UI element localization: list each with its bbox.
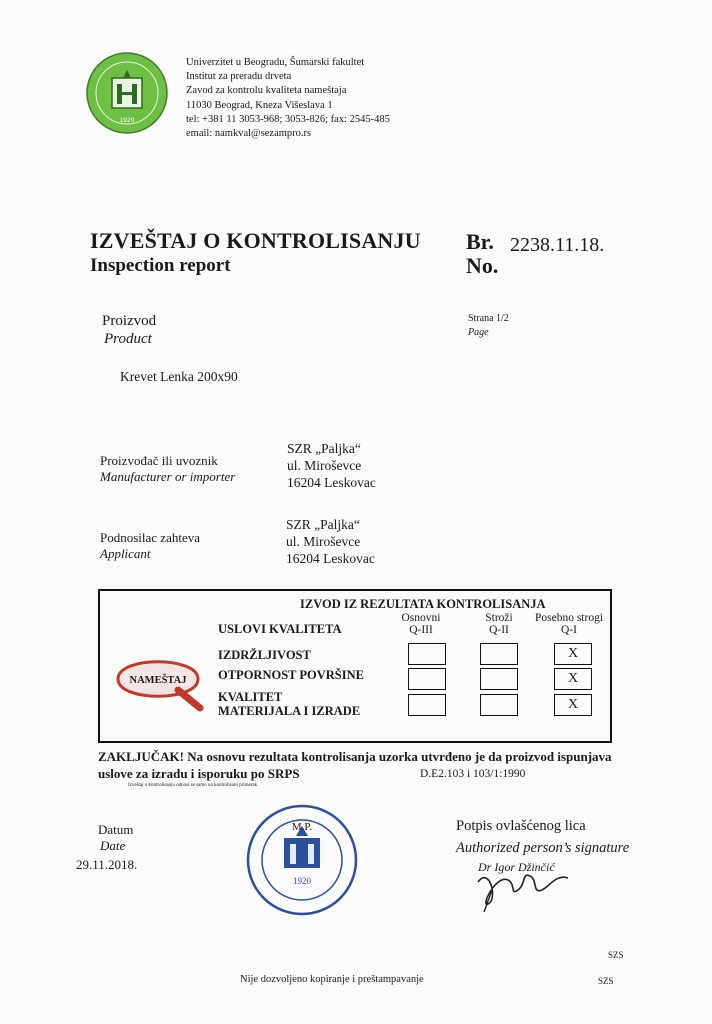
results-title: IZVOD IZ REZULTATA KONTROLISANJA xyxy=(300,597,546,611)
signature-label: Potpis ovlašćenog lica xyxy=(456,818,586,834)
namestaj-quality-badge xyxy=(108,646,208,712)
header-line: 11030 Beograd, Kneza Višeslava 1 xyxy=(186,99,333,111)
column-name: Osnovni xyxy=(401,612,441,624)
applicant-label-sr: Podnosilac zahteva xyxy=(100,530,200,545)
product-value: Krevet Lenka 200x90 xyxy=(120,369,238,384)
report-subtitle: Inspection report xyxy=(90,255,231,276)
applicant-label-en: Applicant xyxy=(100,546,151,561)
manufacturer-city: 16204 Leskovac xyxy=(287,475,376,490)
date-label: Datum xyxy=(98,822,134,837)
signatory-name: Dr Igor Džinčić xyxy=(478,860,555,874)
checkbox-surface-q2 xyxy=(480,668,518,690)
criterion-label: KVALITET xyxy=(218,690,283,704)
quality-conditions-label: USLOVI KVALITETA xyxy=(218,622,342,636)
column-name: Posebno strogi xyxy=(534,612,604,624)
footer-code-bottom: SZS xyxy=(598,976,614,986)
conclusion-note: Izveštaj o kontrolisanju odnosi se samo na kontrolisani primerak xyxy=(128,783,258,788)
column-header-special xyxy=(532,612,606,636)
manufacturer-label xyxy=(100,453,235,485)
report-number-label xyxy=(466,230,498,278)
footer-code-top: SZS xyxy=(608,950,624,960)
checkbox-durability-q1: X xyxy=(554,643,592,665)
applicant-label xyxy=(100,530,200,562)
conclusion-text: ZAKLJUČAK! Na osnovu rezultata kontrolisanja uzorka utvrđeno je da proizvod ispunjava uslove za izradu i isporuku po SRPS xyxy=(98,749,612,781)
column-code: Q-II xyxy=(489,624,509,636)
checkbox-surface-q1: X xyxy=(554,668,592,690)
date-label-en: Date xyxy=(100,838,126,853)
criterion-durability: IZDRŽLJIVOST xyxy=(218,648,311,662)
no-label: No. xyxy=(466,253,499,278)
header-line: Zavod za kontrolu kvaliteta nameštaja xyxy=(186,85,347,97)
checkbox-durability-q2 xyxy=(480,643,518,665)
column-header-stricter xyxy=(462,612,536,636)
page-label-en: Page xyxy=(468,327,489,338)
page-label: Strana 1/2 xyxy=(468,313,509,324)
column-code: Q-III xyxy=(409,624,433,636)
header-line: email: namkval@sezampro.rs xyxy=(186,128,312,140)
applicant-name: SZR „Paljka“ xyxy=(286,517,360,532)
column-header-basic xyxy=(384,612,458,636)
criterion-label-2: MATERIJALA I IZRADE xyxy=(218,704,361,718)
applicant-street: ul. Miroševce xyxy=(286,534,361,549)
header-line: Univerzitet u Beogradu, Šumarski fakultet xyxy=(186,57,365,68)
column-name: Stroži xyxy=(485,612,513,624)
logo-year: 1920 xyxy=(119,117,135,124)
checkbox-surface-q3 xyxy=(408,668,446,690)
header-line: Institut za preradu drveta xyxy=(186,71,292,83)
university-stamp xyxy=(246,804,358,916)
institute-logo xyxy=(86,52,168,134)
product-label: Proizvod xyxy=(102,313,157,329)
date-value: 29.11.2018. xyxy=(76,857,138,872)
report-title: IZVEŠTAJ O KONTROLISANJU xyxy=(90,228,421,253)
report-number: 2238.11.18. xyxy=(510,234,605,256)
manufacturer-label-en: Manufacturer or importer xyxy=(100,469,236,484)
manufacturer-address xyxy=(287,440,376,491)
checkbox-material-q1: X xyxy=(554,694,592,716)
stamp-year: 1920 xyxy=(293,876,311,886)
applicant-city: 16204 Leskovac xyxy=(286,551,375,566)
header-line: tel: +381 11 3053-968; 3053-826; fax: 2545-485 xyxy=(186,113,390,125)
signature-label-en: Authorized person’s signature xyxy=(456,840,630,856)
checkbox-material-q3 xyxy=(408,694,446,716)
manufacturer-street: ul. Miroševce xyxy=(287,458,362,473)
checkbox-durability-q3 xyxy=(408,643,446,665)
manufacturer-name: SZR „Paljka“ xyxy=(287,441,361,456)
criterion-surface-resistance: OTPORNOST POVRŠINE xyxy=(218,668,364,682)
criterion-material-quality xyxy=(218,690,360,718)
institute-header xyxy=(186,56,390,141)
conclusion-standard: D.E2.103 i 103/1:1990 xyxy=(420,768,526,780)
applicant-address xyxy=(286,516,375,567)
br-label: Br. xyxy=(466,229,494,254)
product-label-en: Product xyxy=(104,331,152,347)
footer-notice: Nije dozvoljeno kopiranje i preštampavanje xyxy=(240,974,424,985)
badge-text: NAMEŠTAJ xyxy=(129,675,187,686)
stamp-mp: M.P. xyxy=(291,821,313,833)
checkbox-material-q2 xyxy=(480,694,518,716)
handwritten-signature xyxy=(470,860,580,916)
manufacturer-label-sr: Proizvođač ili uvoznik xyxy=(100,453,218,468)
column-code: Q-I xyxy=(561,624,577,636)
page-indicator xyxy=(468,312,509,340)
